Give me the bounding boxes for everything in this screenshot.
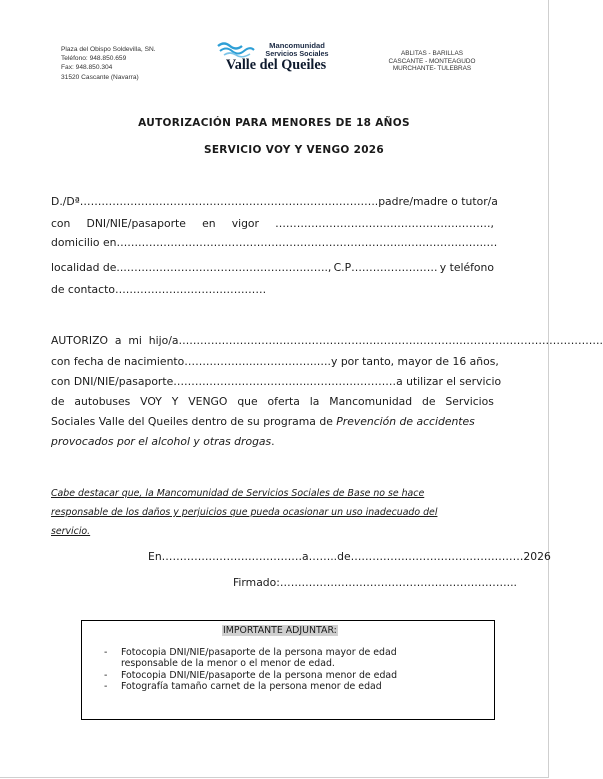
town-blank[interactable]: ..…………………………………….…….……., xyxy=(116,261,332,274)
bullet-dash: - xyxy=(104,681,108,693)
auth-line-4 xyxy=(51,395,494,408)
word: DNI/NIE/pasaporte xyxy=(86,217,186,230)
logo-line-3: Valle del Queiles xyxy=(225,57,327,73)
name-blank[interactable]: ……………………………………………………………………….. xyxy=(79,195,379,208)
word: Servicios xyxy=(445,395,494,408)
word: Mancomunidad xyxy=(329,395,413,408)
service-text: a utilizar el servicio xyxy=(396,375,502,388)
auth-line-2 xyxy=(51,355,499,368)
disclaimer-line: Cabe destacar que, la Mancomunidad de Servicios Sociales de Base no se hace xyxy=(51,488,425,499)
word: de xyxy=(51,395,65,408)
word: de xyxy=(422,395,436,408)
birthdate-label: con fecha de nacimiento xyxy=(51,355,185,368)
signed-label: Firmado: xyxy=(233,576,280,589)
phone-label: y teléfono xyxy=(439,261,494,274)
bullet-dash: - xyxy=(104,669,108,681)
address-line: Plaza del Obispo Soldevilla, SN. xyxy=(61,46,156,53)
attachments-box xyxy=(81,620,495,720)
mancomunidad-logo xyxy=(216,40,336,76)
town-label: localidad de xyxy=(51,261,117,274)
program-name: Prevención de accidentes xyxy=(336,415,475,428)
towns-line: CASCANTE - MONTEAGUDO xyxy=(388,57,476,65)
word: VENGO xyxy=(188,395,228,408)
word: la xyxy=(309,395,320,408)
child-id-label: con DNI/NIE/pasaporte xyxy=(51,375,174,388)
document-subtitle: SERVICIO VOY Y VENGO 2026 xyxy=(203,144,385,156)
age-text: y por tanto, mayor de 16 años, xyxy=(331,355,499,368)
signature-blank[interactable]: ………………………………………………………... xyxy=(279,576,517,589)
guardian-label: padre/madre o tutor/a xyxy=(378,195,498,208)
contact-label: de contacto xyxy=(51,283,115,296)
postcode-label: C.P xyxy=(333,261,352,274)
logo-line-2: Servicios Sociales xyxy=(265,49,329,58)
word: AUTORIZO xyxy=(51,334,108,347)
towns-line: MURCHANTE- TULEBRAS xyxy=(392,65,472,73)
child-name-blank[interactable]: ………………………………………………………………………………………………………. xyxy=(178,334,603,347)
signature-line xyxy=(233,576,517,589)
word: autobuses xyxy=(74,395,131,408)
word: en xyxy=(202,217,216,230)
postcode-blank[interactable]: …………………… xyxy=(351,261,438,274)
document-title: AUTORIZACIÓN PARA MENORES DE 18 AÑOS xyxy=(138,117,410,129)
list-item-continuation: responsable de la menor o el menor de edad. xyxy=(121,658,335,670)
phone-line: Teléfono: 948.850.659 xyxy=(61,55,127,63)
towns-line: ABLITAS - BARILLAS xyxy=(400,50,464,57)
program-text: Sociales Valle del Queiles dentro de su programa de xyxy=(51,415,337,428)
form-line-name xyxy=(51,195,498,208)
birthdate-blank[interactable]: ………………..……………..…. xyxy=(184,355,331,368)
word: oferta xyxy=(267,395,300,408)
bullet-dash: - xyxy=(104,647,108,658)
period: . xyxy=(271,435,275,448)
auth-line-1 xyxy=(51,334,603,347)
disclaimer-line: servicio. xyxy=(51,526,91,537)
fax-line: Fax: 948.850.304 xyxy=(61,64,113,72)
name-label: D./Dª xyxy=(51,195,80,208)
towns-block xyxy=(382,50,482,73)
month-blank[interactable]: ………………………………………… xyxy=(350,550,524,563)
list-item: - Fotocopia DNI/NIE/pasaporte de la persona mayor de edad xyxy=(104,647,397,658)
month-label: de xyxy=(337,550,351,563)
word: Y xyxy=(171,395,179,408)
program-name-cont: provocados por el alcohol y otras drogas xyxy=(51,435,272,448)
address-label: domicilio en xyxy=(51,236,117,249)
date-line xyxy=(148,550,551,563)
year-text: 2026 xyxy=(523,550,551,563)
contact-blank[interactable]: …………………………………… xyxy=(114,283,267,296)
form-line-address xyxy=(51,236,498,249)
auth-line-6 xyxy=(51,435,494,448)
id-blank[interactable]: …………………………..……………….………, xyxy=(275,217,494,230)
word: con xyxy=(51,217,71,230)
attachments-title: IMPORTANTE ADJUNTAR: xyxy=(223,625,337,636)
day-blank[interactable]: …….. xyxy=(308,550,338,563)
auth-line-3 xyxy=(51,375,502,388)
word: mi xyxy=(128,334,142,347)
address-blank[interactable]: ……………………………………………………………………..…………………..… xyxy=(116,236,498,249)
word: vigor xyxy=(231,217,259,230)
disclaimer-line: responsable de los daños y perjuicios que pueda ocasionar un uso inadecuado del xyxy=(51,507,438,518)
word: hijo/a xyxy=(148,334,179,347)
word: a xyxy=(114,334,122,347)
place-label: En xyxy=(148,550,162,563)
attachments-list xyxy=(104,647,397,693)
word: que xyxy=(237,395,258,408)
place-blank[interactable]: ………………………………… xyxy=(161,550,303,563)
form-line-town xyxy=(51,261,494,274)
logo-line-1: Mancomunidad xyxy=(269,41,325,50)
address-block xyxy=(61,45,156,82)
auth-line-5 xyxy=(51,415,494,428)
word: VOY xyxy=(140,395,162,408)
list-item: - Fotocopia DNI/NIE/pasaporte de la persona menor de edad xyxy=(104,669,398,681)
list-item: - Fotografía tamaño carnet de la persona menor de edad xyxy=(104,681,382,693)
child-id-blank[interactable]: ………………………………..…………………… xyxy=(173,375,397,388)
postal-line: 31520 Cascante (Navarra) xyxy=(61,73,139,81)
disclaimer-paragraph xyxy=(51,488,494,538)
form-line-contact xyxy=(51,283,494,296)
day-label: a xyxy=(302,550,309,563)
form-line-id xyxy=(51,217,494,230)
